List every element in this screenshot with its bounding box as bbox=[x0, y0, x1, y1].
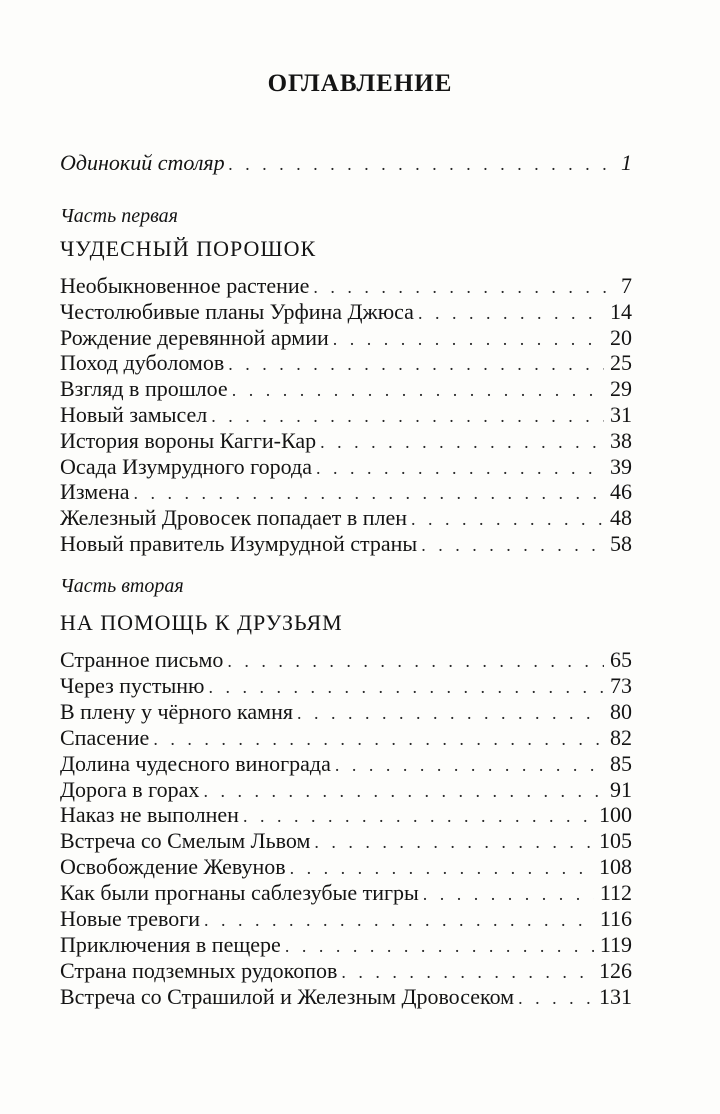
chapter-title: В плену у чёрного камня bbox=[60, 698, 293, 724]
dot-leader bbox=[423, 881, 594, 907]
toc-entry bbox=[60, 828, 632, 854]
dot-leader bbox=[290, 855, 593, 881]
toc-entry bbox=[60, 906, 632, 932]
page-number: 20 bbox=[610, 324, 632, 350]
page-number: 105 bbox=[599, 828, 632, 854]
page-number: 82 bbox=[610, 724, 632, 750]
page-number: 39 bbox=[610, 453, 632, 479]
chapter-title: Новый правитель Изумрудной страны bbox=[60, 531, 418, 556]
toc-entry bbox=[60, 299, 632, 325]
toc-entry bbox=[60, 428, 632, 454]
toc-entry bbox=[60, 376, 632, 402]
dot-leader bbox=[203, 778, 604, 804]
toc-entry bbox=[60, 777, 632, 803]
page-number: 48 bbox=[610, 505, 632, 531]
dot-leader bbox=[243, 803, 593, 829]
chapter-title: Встреча со Страшилой и Железным Дровосеком bbox=[60, 983, 515, 1009]
page-number: 100 bbox=[599, 802, 632, 828]
dot-leader bbox=[320, 429, 604, 455]
page-number: 46 bbox=[610, 479, 632, 505]
toc-entry-prologue bbox=[60, 150, 632, 176]
toc-entry bbox=[60, 673, 632, 699]
chapter-title: Страна подземных рудокопов bbox=[60, 957, 338, 983]
page-number: 65 bbox=[610, 647, 632, 672]
part-title-1: ЧУДЕСНЫЙ ПОРОШОК bbox=[60, 236, 317, 261]
page-number: 73 bbox=[610, 672, 632, 698]
chapter-title: Осада Изумрудного города bbox=[60, 453, 312, 479]
dot-leader bbox=[229, 151, 615, 177]
page-number: 108 bbox=[599, 854, 632, 880]
chapter-title: Через пустыню bbox=[60, 672, 205, 698]
toc-entry bbox=[60, 505, 632, 531]
page-number: 1 bbox=[621, 150, 632, 175]
chapter-title: Спасение bbox=[60, 724, 150, 750]
toc-entry bbox=[60, 880, 632, 906]
toc-entry bbox=[60, 699, 632, 725]
toc-entry bbox=[60, 802, 632, 828]
page-number: 25 bbox=[610, 350, 632, 376]
dot-leader bbox=[285, 933, 594, 959]
toc-entry bbox=[60, 325, 632, 351]
page-number: 58 bbox=[610, 531, 632, 556]
chapter-title: Дорога в горах bbox=[60, 776, 200, 802]
page-number: 29 bbox=[610, 376, 632, 402]
dot-leader bbox=[335, 752, 604, 778]
page-number: 80 bbox=[610, 698, 632, 724]
toc-entry bbox=[60, 479, 632, 505]
dot-leader bbox=[341, 959, 593, 985]
page-number: 131 bbox=[599, 983, 632, 1009]
chapter-title: Измена bbox=[60, 479, 130, 505]
toc-entry bbox=[60, 725, 632, 751]
part-label-2: Часть вторая bbox=[60, 575, 184, 597]
chapter-title: Одинокий столяр bbox=[60, 150, 225, 175]
dot-leader bbox=[313, 274, 615, 300]
chapter-title: Честолюбивые планы Урфина Джюса bbox=[60, 298, 414, 324]
chapter-title: Новый замысел bbox=[60, 402, 208, 427]
page-number: 7 bbox=[621, 273, 632, 298]
dot-leader bbox=[232, 377, 604, 403]
chapter-title: Наказ не выполнен bbox=[60, 802, 239, 828]
toc-entry bbox=[60, 531, 632, 557]
toc-entry bbox=[60, 647, 632, 673]
chapter-title: Странное письмо bbox=[60, 647, 224, 672]
page-number: 38 bbox=[610, 427, 632, 453]
chapter-title: История вороны Кагги-Кар bbox=[60, 427, 317, 453]
dot-leader bbox=[208, 674, 604, 700]
toc-entry bbox=[60, 751, 632, 777]
page-number: 85 bbox=[610, 750, 632, 776]
chapter-title: Железный Дровосек попадает в плен bbox=[60, 505, 407, 531]
toc-entry bbox=[60, 854, 632, 880]
dot-leader bbox=[418, 300, 604, 326]
dot-leader bbox=[211, 403, 604, 429]
part-label-1: Часть первая bbox=[60, 205, 178, 227]
dot-leader bbox=[333, 326, 604, 352]
page-number: 119 bbox=[599, 931, 632, 957]
toc-entry bbox=[60, 932, 632, 958]
chapter-title: Долина чудесного винограда bbox=[60, 750, 331, 776]
dot-leader bbox=[134, 480, 605, 506]
dot-leader bbox=[316, 455, 604, 481]
page-number: 116 bbox=[599, 906, 632, 931]
page-number: 31 bbox=[610, 402, 632, 427]
page-number: 91 bbox=[610, 776, 632, 802]
dot-leader bbox=[227, 648, 604, 674]
chapter-title: Как были прогнаны саблезубые тигры bbox=[60, 880, 419, 906]
chapter-title: Рождение деревянной армии bbox=[60, 324, 329, 350]
toc-entry bbox=[60, 454, 632, 480]
toc-entry bbox=[60, 350, 632, 376]
dot-leader bbox=[518, 985, 593, 1011]
part-title-2: НА ПОМОЩЬ К ДРУЗЬЯМ bbox=[60, 610, 343, 635]
dot-leader bbox=[297, 700, 604, 726]
toc-entry bbox=[60, 273, 632, 299]
dot-leader bbox=[228, 351, 604, 377]
dot-leader bbox=[314, 829, 593, 855]
chapter-title: Освобождение Жевунов bbox=[60, 854, 286, 880]
page-number: 126 bbox=[599, 957, 632, 983]
chapter-title: Встреча со Смелым Львом bbox=[60, 828, 311, 854]
dot-leader bbox=[421, 532, 604, 558]
toc-entry bbox=[60, 958, 632, 984]
page-title: ОГЛАВЛЕНИЕ bbox=[267, 70, 453, 97]
chapter-title: Поход дуболомов bbox=[60, 350, 225, 376]
chapter-title: Необыкновенное растение bbox=[60, 273, 310, 298]
dot-leader bbox=[204, 907, 594, 933]
page-number: 14 bbox=[610, 298, 632, 324]
toc-entry bbox=[60, 984, 632, 1010]
chapter-title: Взгляд в прошлое bbox=[60, 376, 228, 402]
chapter-title: Приключения в пещере bbox=[60, 931, 281, 957]
page-number: 112 bbox=[599, 880, 632, 906]
dot-leader bbox=[411, 506, 604, 532]
chapter-title: Новые тревоги bbox=[60, 906, 201, 931]
dot-leader bbox=[153, 726, 604, 752]
toc-entry bbox=[60, 402, 632, 428]
